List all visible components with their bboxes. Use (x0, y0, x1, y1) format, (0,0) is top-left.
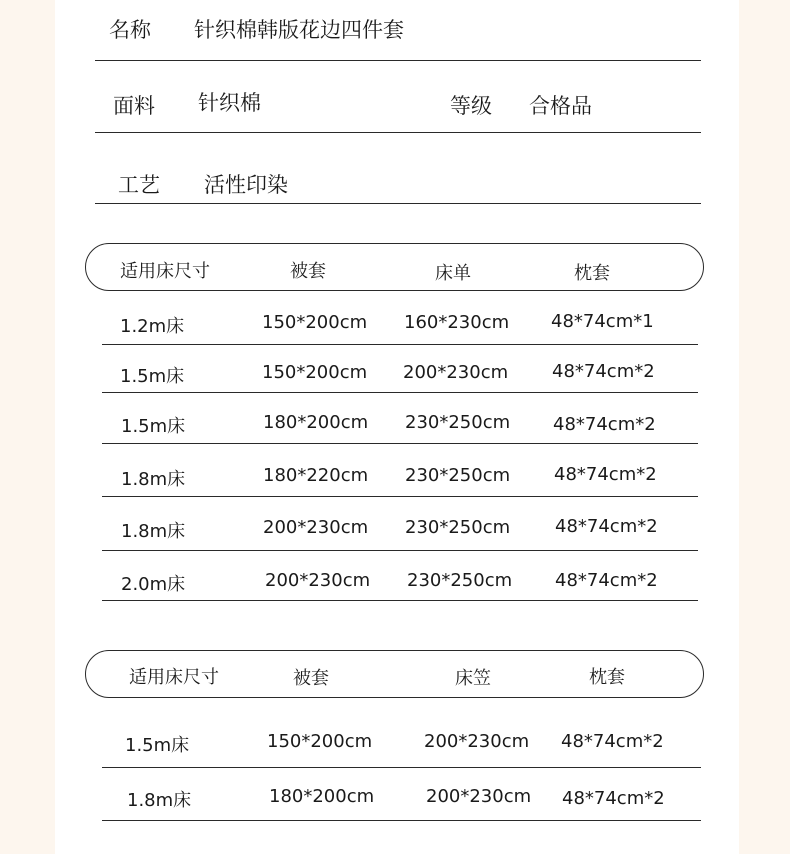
fabric-value: 针织棉 (198, 91, 261, 115)
header-bed-size: 适用床尺寸 (129, 667, 219, 688)
table-cell: 230*250cm (407, 570, 513, 591)
table-cell: 150*200cm (267, 731, 373, 752)
table-cell: 150*200cm (262, 312, 368, 333)
row-divider (102, 820, 701, 821)
row-divider (102, 344, 698, 345)
grade-value: 合格品 (529, 94, 592, 118)
table-cell: 1.5m床 (120, 366, 185, 387)
table-cell: 48*74cm*2 (552, 361, 655, 382)
row-divider (102, 496, 698, 497)
table-cell: 230*250cm (405, 517, 511, 538)
divider (95, 60, 701, 61)
table-cell: 200*230cm (403, 362, 509, 383)
header-pillowcase: 枕套 (574, 263, 610, 284)
table-cell: 48*74cm*2 (561, 731, 664, 752)
grade-label: 等级 (450, 94, 492, 118)
divider (95, 132, 701, 133)
header-pillowcase: 枕套 (589, 667, 625, 688)
row-divider (102, 767, 701, 768)
name-label: 名称 (109, 18, 151, 42)
table-cell: 180*200cm (263, 412, 369, 433)
header-duvet-cover: 被套 (293, 668, 329, 689)
table-cell: 230*250cm (405, 465, 511, 486)
table-cell: 180*200cm (269, 786, 375, 807)
table-cell: 1.2m床 (120, 316, 185, 337)
table-cell: 48*74cm*1 (551, 311, 654, 332)
table-cell: 180*220cm (263, 465, 369, 486)
table-cell: 1.8m床 (127, 790, 192, 811)
table-cell: 200*230cm (426, 786, 532, 807)
table-cell: 1.5m床 (125, 735, 190, 756)
table-cell: 200*230cm (265, 570, 371, 591)
table-cell: 1.5m床 (121, 416, 186, 437)
table-cell: 48*74cm*2 (553, 414, 656, 435)
table-cell: 230*250cm (405, 412, 511, 433)
craft-value: 活性印染 (204, 173, 288, 197)
divider (95, 203, 701, 204)
row-divider (102, 600, 698, 601)
table-cell: 200*230cm (424, 731, 530, 752)
header-fitted-sheet: 床笠 (455, 668, 491, 689)
table-cell: 200*230cm (263, 517, 369, 538)
table-cell: 150*200cm (262, 362, 368, 383)
row-divider (102, 550, 698, 551)
table-cell: 2.0m床 (121, 574, 186, 595)
row-divider (102, 392, 698, 393)
name-value: 针织棉韩版花边四件套 (194, 18, 404, 42)
row-divider (102, 443, 698, 444)
table-cell: 160*230cm (404, 312, 510, 333)
table-cell: 48*74cm*2 (562, 788, 665, 809)
table-cell: 1.8m床 (121, 469, 186, 490)
table-cell: 48*74cm*2 (555, 570, 658, 591)
craft-label: 工艺 (118, 173, 160, 197)
header-bed-sheet: 床单 (435, 263, 471, 284)
table-cell: 48*74cm*2 (554, 464, 657, 485)
fabric-label: 面料 (113, 94, 155, 118)
table-cell: 1.8m床 (121, 521, 186, 542)
table-cell: 48*74cm*2 (555, 516, 658, 537)
header-bed-size: 适用床尺寸 (120, 261, 210, 282)
header-duvet-cover: 被套 (290, 261, 326, 282)
